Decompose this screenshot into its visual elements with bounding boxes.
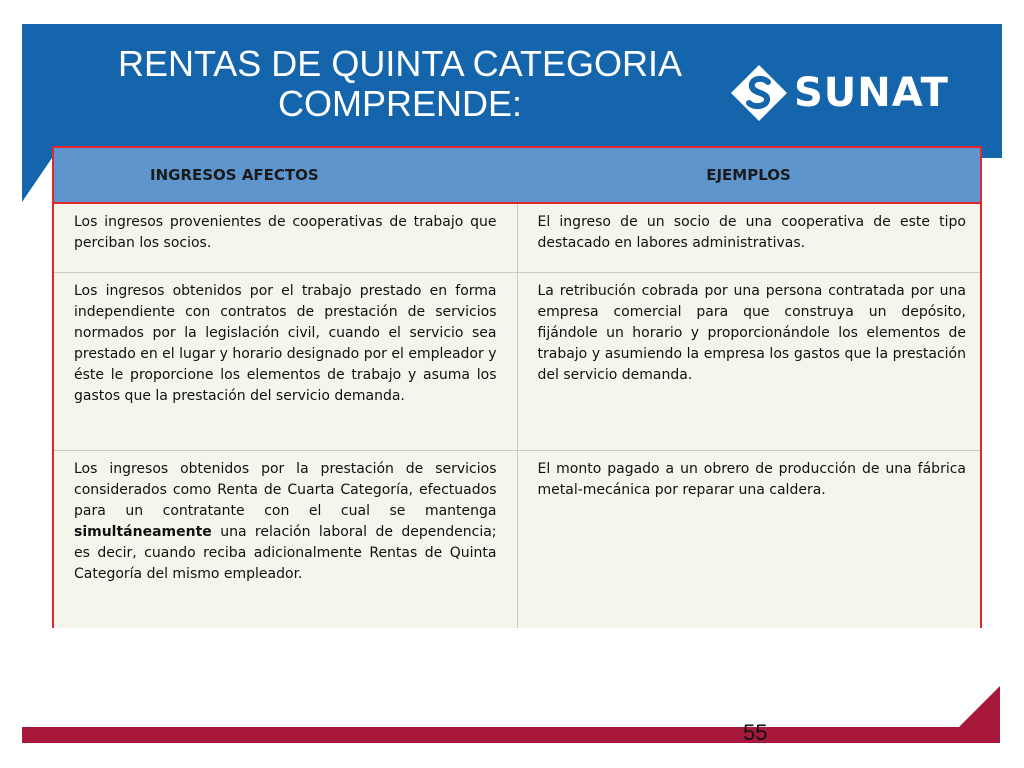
ejemplo-cell: El monto pagado a un obrero de producción de una fábrica metal-mecánica por reparar una caldera. <box>517 451 980 629</box>
table-row <box>54 451 980 629</box>
ejemplo-cell: El ingreso de un socio de una cooperativa de este tipo destacado en labores administrativas. <box>517 203 980 273</box>
sunat-logo-icon <box>728 62 790 124</box>
page-number: 55 <box>743 720 768 745</box>
slide-title <box>60 44 740 124</box>
ingreso-text-before: Los ingresos obtenidos por la prestación de servicios considerados como Renta de Cuarta Categoría, efectuados para un contratante con el cual se mantenga <box>74 461 497 519</box>
sunat-logo <box>728 58 978 128</box>
table-row <box>54 203 980 273</box>
table-header-row <box>54 148 980 203</box>
column-header-ejemplos: EJEMPLOS <box>517 148 980 203</box>
ingreso-cell <box>54 451 517 629</box>
ingreso-text-after: una relación laboral de dependencia; es decir, cuando reciba adicionalmente Rentas de Quinta Categoría del mismo empleador. <box>74 524 497 582</box>
rentas-table <box>52 146 982 628</box>
title-line-2: COMPRENDE: <box>277 83 523 124</box>
ingreso-text-bold: simultáneamente <box>74 524 212 540</box>
ingreso-cell: Los ingresos obtenidos por el trabajo prestado en forma independiente con contratos de prestación de servicios normados por la legislación civil, cuando el servicio sea prestado en el lugar y horario designado por el empleador y éste le proporcione los elementos de trabajo y asuma los gastos que la prestación del servicio demanda. <box>54 273 517 451</box>
ingreso-cell: Los ingresos provenientes de cooperativas de trabajo que perciban los socios. <box>54 203 517 273</box>
table-row <box>54 273 980 451</box>
title-line-1: RENTAS DE QUINTA CATEGORIA <box>117 43 683 84</box>
footer-band <box>22 727 1000 743</box>
logo-text: SUNAT <box>794 70 949 116</box>
column-header-ingresos: INGRESOS AFECTOS <box>54 148 517 203</box>
footer-notch <box>958 686 1000 728</box>
ejemplo-cell: La retribución cobrada por una persona contratada por una empresa comercial para que construya un depósito, fijándole un horario y proporcionándole los elementos de trabajo y asumiendo la empresa los gastos que la prestación del servicio demanda. <box>517 273 980 451</box>
header-notch <box>22 158 52 202</box>
